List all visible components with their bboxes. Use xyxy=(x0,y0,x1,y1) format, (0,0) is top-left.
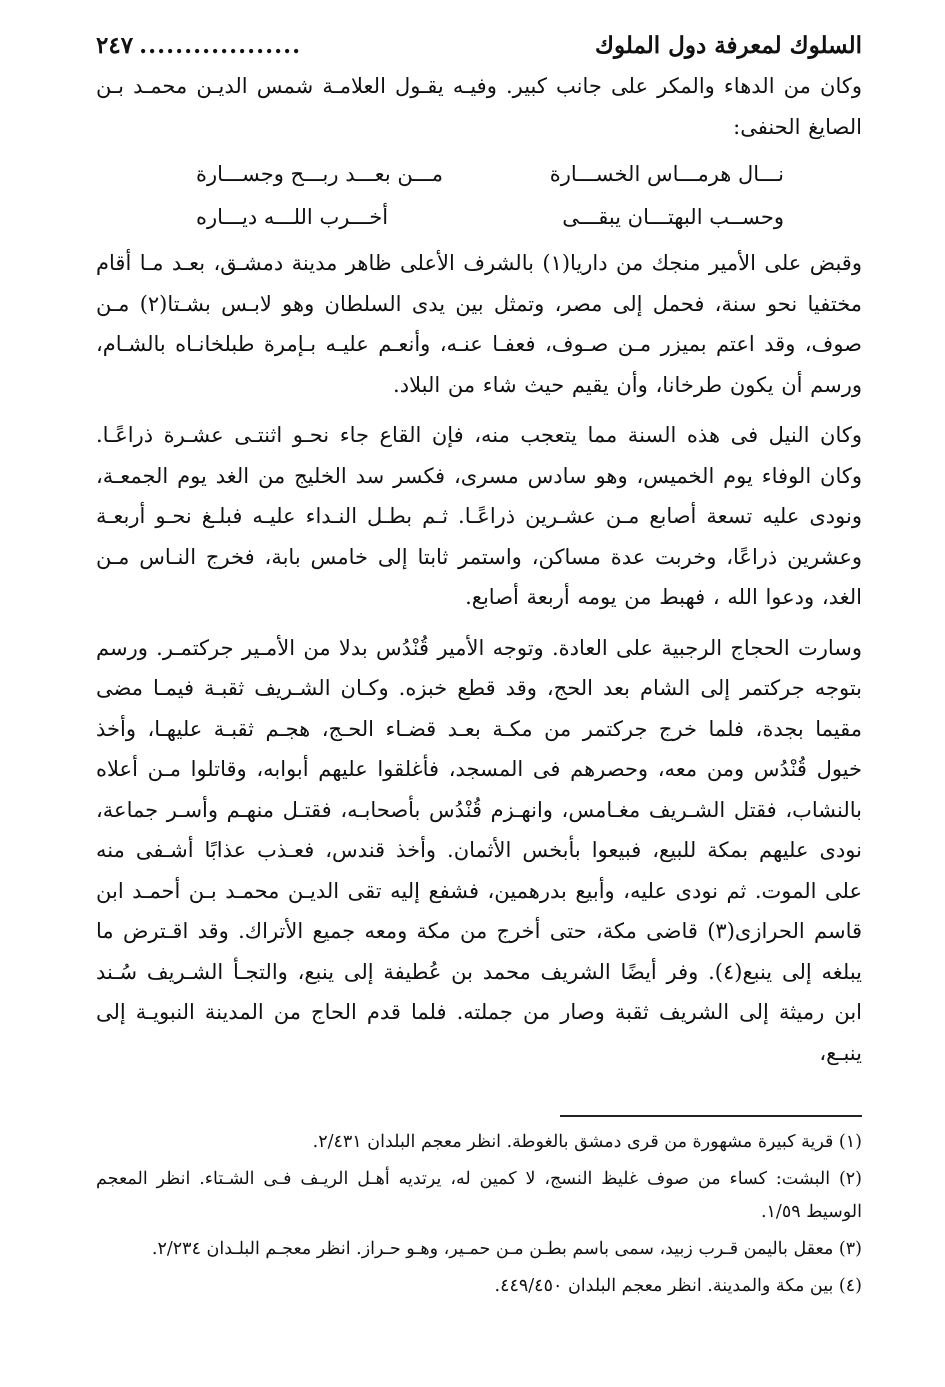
verse-line-1-first-hemistich: نـــال هرمـــاس الخســـارة xyxy=(549,162,784,186)
footnotes xyxy=(96,1126,862,1307)
page-number: ٢٤٧ xyxy=(96,32,134,59)
running-head-title: السلوك لمعرفة دول الملوك xyxy=(594,32,862,59)
verse-line-2-first-hemistich: وحســب البهتـــان يبقـــى xyxy=(562,205,784,229)
paragraph-nile: وكان النيل فى هذه السنة مما يتعجب منه، فإن القاع جاء نحـو اثنتـى عشـرة ذراعًـا. وكان الوفاء يوم الخميس، وهو سادس مسرى، فكسر سد الخليج من الغد يوم الجمعـة، ونودى عليه تسعة أصابع مـن عشـرين ذراعًـا. ثـم بطـل النـداء عليـه فبلـغ نحـو أربعـة وعشرين ذراعًا، وخربت عدة مساكن، واستمر ثابتا إلى خامس بابة، فخرج النـاس مـن الغد، ودعوا الله ، فهبط من يومه أربعة أصابع. xyxy=(96,423,862,609)
footnote-3: (٣) معقل باليمن قـرب زبيد، سمى باسم بطـن مـن حمـير، وهـو حـراز. انظر معجـم البلـدان ٢/٢٣٤. xyxy=(151,1239,862,1259)
verse-line-1 xyxy=(96,153,862,196)
paragraph-pilgrims: وسارت الحجاج الرجبية على العادة. وتوجه الأمير قُنْدُس بدلا من الأمـير جركتمـر. ورسم بتوجه جركتمر إلى الشام بعد الحج، وقد قطع خبزه. وكـان الشـريف ثقبـة فيمـا مضى مقيما بجدة، فلما خرج جركتمر من مكـة بعـد قضـاء الحـج، هجـم ثقبـة عليهـا، وأخذ خيول قُنْدُس ومن معه، وحصرهم فى المسجد، فأغلقوا عليهم أبوابه، وقاتلوا مـن أعلاه بالنشاب، فقتل الشـريف مغـامس، وانهـزم قُنْدُس بأصحابـه، فقتـل منهـم وأسـر جماعة، نودى عليهم بمكة للبيع، فبيعوا بأبخس الأثمان. وأخذ قندس، فعـذب عذابًا أشـفى منه على الموت. ثم نودى عليه، وأبيع بدرهمين، فشفع إليه تقى الديـن محمـد بـن أحمـد ابن قاسم الحرازى(٣) قاضى مكة، حتى أخرج من مكة ومعه جميع الأتراك. وقد اقـترض ما يبلغه إلى ينبع(٤). وفر أيضًا الشريف محمد بن عُطيفة إلى ينبع، والتجـأ الشـريف سُـند ابن رميثة إلى الشريف ثقبة وصار من جملته. فلما قدم الحاج من المدينة النبويـة إلى ينبـع، xyxy=(96,635,863,1065)
running-head-dots: .................. xyxy=(139,32,302,59)
paragraph-intro: وكان من الدهاء والمكر على جانب كبير. وفيـه يقـول العلامـة شمس الديـن محمـد بـن الصايغ الحنفى: xyxy=(96,74,862,139)
body-text xyxy=(96,66,862,1073)
footnote-1: (١) قرية كبيرة مشهورة من قرى دمشق بالغوطة. انظر معجم البلدان ٢/٤٣١. xyxy=(312,1132,862,1152)
verse-line-2-second-hemistich: أخـــرب اللـــه ديـــاره xyxy=(196,205,389,229)
page xyxy=(96,26,862,1073)
verse-block xyxy=(96,153,862,239)
footnote-4: (٤) بين مكة والمدينة. انظر معجم البلدان ٤٤٩/٤٥٠. xyxy=(494,1276,862,1296)
paragraph-manjak: وقبض على الأمير منجك من داريا(١) بالشرف الأعلى ظاهر مدينة دمشـق، بعـد مـا أقام مختفيا نحو سنة، فحمل إلى مصر، وتمثل بين يدى السلطان وهو لابـس بشـتا(٢) مـن صوف، وقد اعتم بميزر مـن صـوف، فعفـا عنـه، وأنعـم عليـه بـإمرة طبلخانـاه بالشـام، ورسم أن يكون طرخانا، وأن يقيم حيث شاء من البلاد. xyxy=(96,251,862,397)
verse-line-1-second-hemistich: مـــن بعـــد ربـــح وجســـارة xyxy=(196,162,444,186)
running-head xyxy=(96,26,862,66)
footnote-2: (٢) البشت: كساء من صوف غليظ النسج، لا كمين له، يرتديه أهـل الريـف فـى الشـتاء. انظر المعجم الوسيط ١/٥٩. xyxy=(96,1169,862,1222)
footnote-separator xyxy=(560,1115,862,1117)
verse-line-2 xyxy=(96,196,862,239)
